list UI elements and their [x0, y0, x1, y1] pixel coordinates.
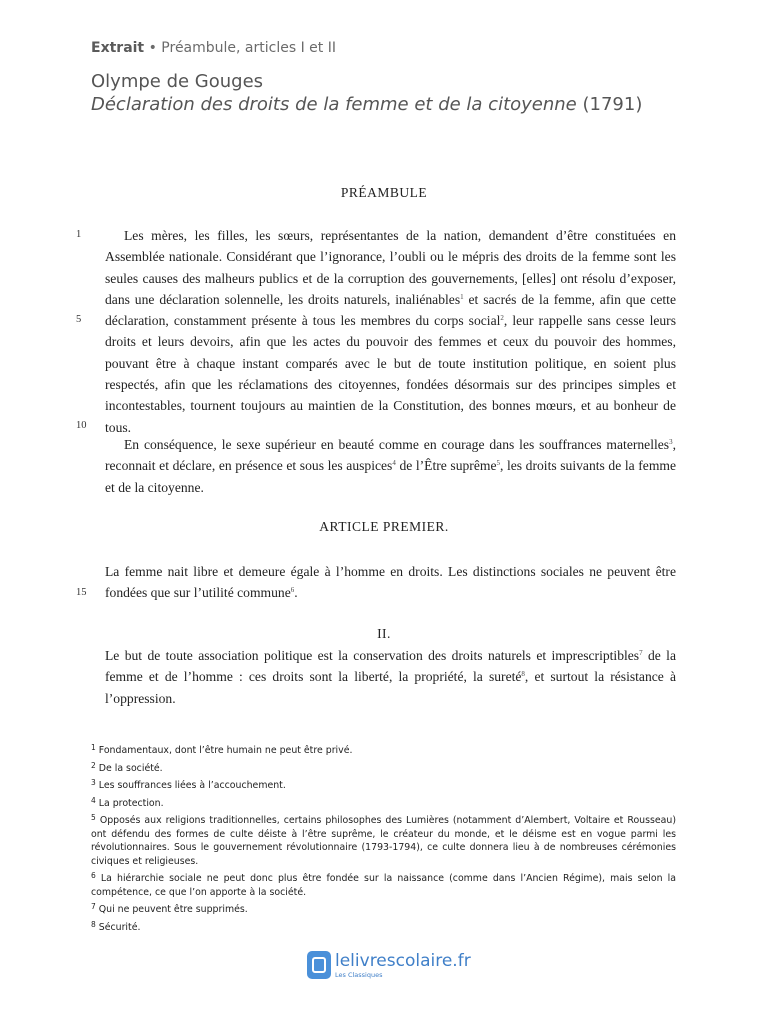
logo-name: lelivrescolaire.fr [335, 950, 471, 971]
work-title-line [91, 93, 691, 117]
article-1-title: ARTICLE PREMIER. [319, 519, 449, 534]
footnote-ref[interactable]: 2 [500, 314, 504, 323]
logo-subtitle: Les Classiques [335, 970, 383, 979]
preambule-paragraph-1: Les mères, les filles, les sœurs, représentantes de la nation, demandent d’être constituées en Assemblée nationale. Considérant que l’ignorance, l’oubli ou le mépris des droits de la femme sont les seules causes des malheurs publics et de la corruption des gouvernements, [elles] ont résolu d’exposer, dans une déclaration solennelle, les droits naturels, inaliénables$^1$ et sacrés de la femme, afin que cette déclaration, constamment présente à tous les membres du corps social$^2$, leur rappelle sans cesse leurs droits et leurs devoirs, afin que les actes du pouvoir des femmes et ceux du pouvoir des hommes, pouvant être à chaque instant comparés avec le but de toute institution politique, en soient plus respectés, afin que les réclamations des citoyennes, fondées désormais sur des principes simples et incontestables, tournent toujours au maintien de la Constitution, des bonnes mœurs, et au bonheur de tous. [105, 228, 676, 435]
line-number: 5 [76, 314, 82, 325]
extract-description: • Préambule, articles I et II [144, 40, 336, 56]
footnote-item: $^4$ La protection. [91, 795, 164, 809]
article-1-text: La femme nait libre et demeure égale à l’homme en droits. Les distinctions sociales ne peuvent être fondées que sur l’utilité commune$^6$. [105, 564, 676, 601]
footnote-item: $^1$ Fondamentaux, dont l’être humain ne peut être privé. [91, 743, 353, 756]
author-name: Olympe de Gouges [91, 71, 264, 92]
footnotes [91, 744, 676, 938]
book-stack-icon [307, 951, 331, 979]
footnote-item: $^6$ La hiérarchie sociale ne peut donc plus être fondée sur la naissance (comme dans l’Ancien Régime), mais selon la compétence, ce que l’on apporte à la société. [91, 871, 676, 898]
document-header [91, 40, 691, 117]
line-number: 1 [76, 229, 82, 240]
footnote-item: $^2$ De la société. [91, 760, 163, 774]
logo-text [335, 952, 471, 979]
extract-line [91, 40, 691, 56]
footnote-ref[interactable]: 5 [496, 459, 500, 468]
footnote-item: $^7$ Qui ne peuvent être supprimés. [91, 902, 248, 915]
article-2-title: II. [377, 626, 391, 641]
footnote-ref[interactable]: 6 [290, 586, 295, 595]
article-2-text: Le but de toute association politique est la conservation des droits naturels et imprescriptibles$^7$ de la femme et de l’homme : ces droits sont la liberté, la propriété, la sureté$^8$, et surtout la résistance à l’oppression. [105, 648, 676, 706]
extract-label: Extrait [91, 40, 145, 56]
footnote-ref[interactable]: 4 [392, 459, 396, 468]
work-title: Déclaration des droits de la femme et de la citoyenne [91, 94, 577, 115]
preambule-paragraph-2: En conséquence, le sexe supérieur en beauté comme en courage dans les souffrances maternelles$^3$, reconnait et déclare, en présence et sous les auspices$^4$ de l’Être suprême$^5$, les droits suivants de la femme et de la citoyenne. [105, 437, 676, 495]
preambule-title: PRÉAMBULE [340, 185, 428, 200]
footnote-ref[interactable]: 1 [460, 292, 464, 301]
line-number: 10 [76, 420, 87, 431]
line-number: 15 [76, 587, 87, 598]
footnote-ref[interactable]: 8 [521, 670, 525, 679]
footnote-item: $^5$ Opposés aux religions traditionnelles, certains philosophes des Lumières (notamment d’Alembert, Voltaire et Rousseau) ont défendu des formes de culte déiste à l’être suprême, le créateur du monde, et le déisme est en vogue parmi les révolutionnaires. Sous le gouvernement révolutionnaire (1793-1794), ce culte donnera lieu à de nombreuses cérémonies civiques et religieuses. [91, 813, 677, 867]
footnote-item: $^8$ Sécurité. [91, 919, 141, 933]
work-year: (1791) [576, 94, 643, 115]
publisher-logo[interactable] [307, 948, 471, 982]
footnote-item: $^3$ Les souffrances liées à l’accouchement. [91, 778, 286, 791]
footnote-ref[interactable]: 3 [669, 438, 673, 446]
footnote-ref[interactable]: 7 [639, 649, 643, 657]
